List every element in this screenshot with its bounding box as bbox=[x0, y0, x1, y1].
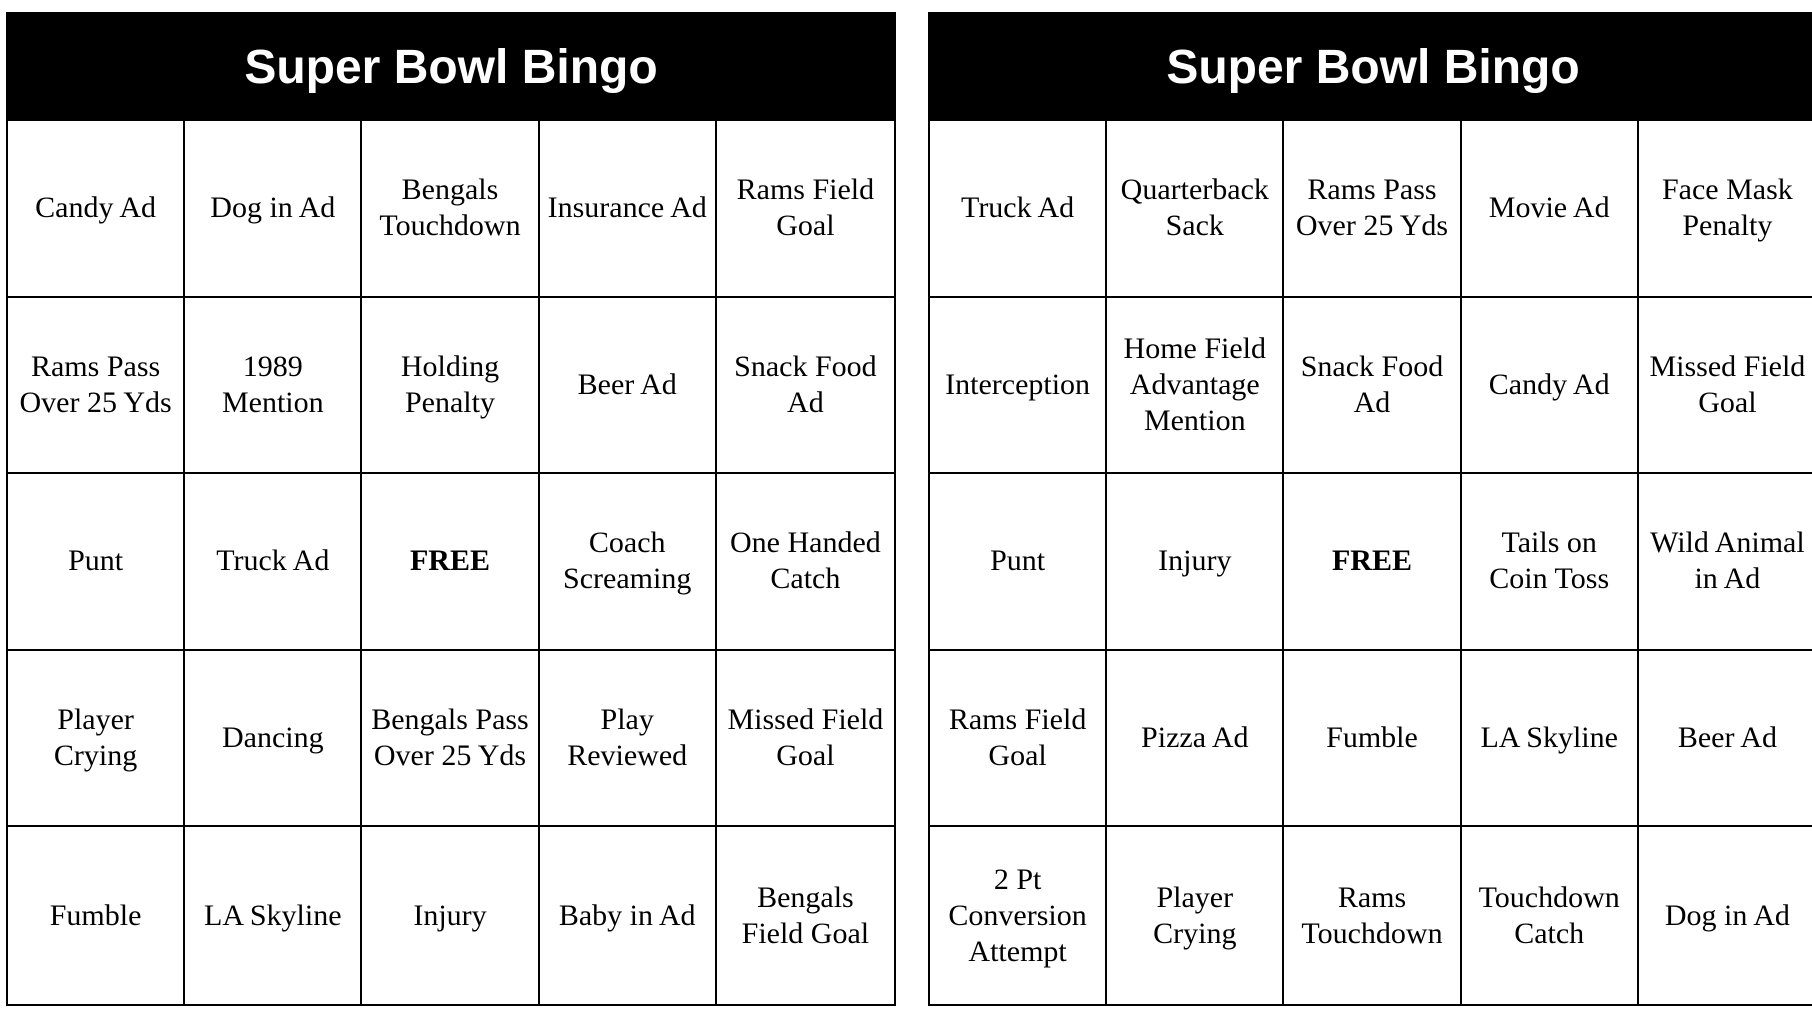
bingo-cell[interactable]: Punt bbox=[930, 474, 1107, 651]
bingo-cell[interactable]: Bengals Pass Over 25 Yds bbox=[362, 651, 539, 828]
bingo-cell[interactable]: Baby in Ad bbox=[540, 827, 717, 1004]
bingo-grid bbox=[930, 121, 1812, 1004]
free-space-cell[interactable]: FREE bbox=[362, 474, 539, 651]
bingo-cell[interactable]: Bengals Field Goal bbox=[741, 880, 870, 950]
bingo-cell[interactable]: 1989 Mention bbox=[185, 298, 362, 475]
bingo-cell[interactable]: Tails on Coin Toss bbox=[1462, 474, 1639, 651]
bingo-cell[interactable]: Injury bbox=[362, 827, 539, 1004]
bingo-cell[interactable]: 2 Pt Conversion Attempt bbox=[930, 827, 1107, 1004]
bingo-cell[interactable]: Rams Touchdown bbox=[1284, 827, 1461, 1004]
bingo-cell[interactable]: Interception bbox=[930, 298, 1107, 475]
bingo-cell[interactable]: Movie Ad bbox=[1462, 121, 1639, 298]
bingo-card-1 bbox=[6, 12, 896, 1006]
bingo-cell[interactable]: Bengals Touchdown bbox=[362, 121, 539, 298]
bingo-cell[interactable]: LA Skyline bbox=[1462, 651, 1639, 828]
bingo-cell[interactable]: Missed Field Goal bbox=[1639, 298, 1812, 475]
bingo-cell[interactable]: Holding Penalty bbox=[362, 298, 539, 475]
card-title: Super Bowl Bingo bbox=[930, 14, 1812, 121]
bingo-cell[interactable]: Fumble bbox=[8, 827, 185, 1004]
bingo-cell[interactable]: Candy Ad bbox=[8, 121, 185, 298]
bingo-cell[interactable]: Wild Animal in Ad bbox=[1639, 474, 1812, 651]
bingo-cell[interactable]: Player Crying bbox=[1107, 827, 1284, 1004]
bingo-cell[interactable]: Injury bbox=[1107, 474, 1284, 651]
bingo-cell[interactable]: Dog in Ad bbox=[1664, 898, 1790, 932]
bingo-cell[interactable]: LA Skyline bbox=[185, 827, 362, 1004]
bingo-grid bbox=[8, 121, 894, 1004]
bingo-cell[interactable]: Snack Food Ad bbox=[1284, 298, 1461, 475]
bingo-cell[interactable]: Beer Ad bbox=[540, 298, 717, 475]
bingo-card-2 bbox=[928, 12, 1812, 1006]
card-title: Super Bowl Bingo bbox=[8, 14, 894, 121]
bingo-cell[interactable]: Dog in Ad bbox=[185, 121, 362, 298]
bingo-cell[interactable]: Coach Screaming bbox=[540, 474, 717, 651]
bingo-cell[interactable]: Fumble bbox=[1284, 651, 1461, 828]
bingo-cell[interactable]: Insurance Ad bbox=[540, 121, 717, 298]
bingo-cell[interactable]: Player Crying bbox=[8, 651, 185, 828]
bingo-cell[interactable]: Snack Food Ad bbox=[717, 298, 894, 475]
bingo-cell[interactable]: Home Field Advantage Mention bbox=[1107, 298, 1284, 475]
free-space-cell[interactable]: FREE bbox=[1284, 474, 1461, 651]
bingo-cell[interactable]: Rams Pass Over 25 Yds bbox=[1284, 121, 1461, 298]
bingo-cell[interactable]: Beer Ad bbox=[1639, 651, 1812, 828]
bingo-cell[interactable]: Rams Field Goal bbox=[717, 121, 894, 298]
bingo-cell[interactable]: Rams Field Goal bbox=[930, 651, 1107, 828]
bingo-cell[interactable]: Truck Ad bbox=[930, 121, 1107, 298]
bingo-cell[interactable]: Truck Ad bbox=[185, 474, 362, 651]
bingo-cell[interactable]: Quarterback Sack bbox=[1107, 121, 1284, 298]
bingo-cell[interactable]: Play Reviewed bbox=[540, 651, 717, 828]
bingo-cell[interactable]: Rams Pass Over 25 Yds bbox=[8, 298, 185, 475]
bingo-cell[interactable]: Touchdown Catch bbox=[1462, 827, 1639, 1004]
bingo-cell[interactable]: Dancing bbox=[185, 651, 362, 828]
bingo-cell[interactable]: Punt bbox=[8, 474, 185, 651]
bingo-cell[interactable]: Missed Field Goal bbox=[717, 651, 894, 828]
bingo-cell[interactable]: One Handed Catch bbox=[717, 474, 894, 651]
bingo-cell[interactable]: Candy Ad bbox=[1462, 298, 1639, 475]
bingo-cell[interactable]: Pizza Ad bbox=[1107, 651, 1284, 828]
bingo-cell[interactable]: Face Mask Penalty bbox=[1639, 121, 1812, 298]
